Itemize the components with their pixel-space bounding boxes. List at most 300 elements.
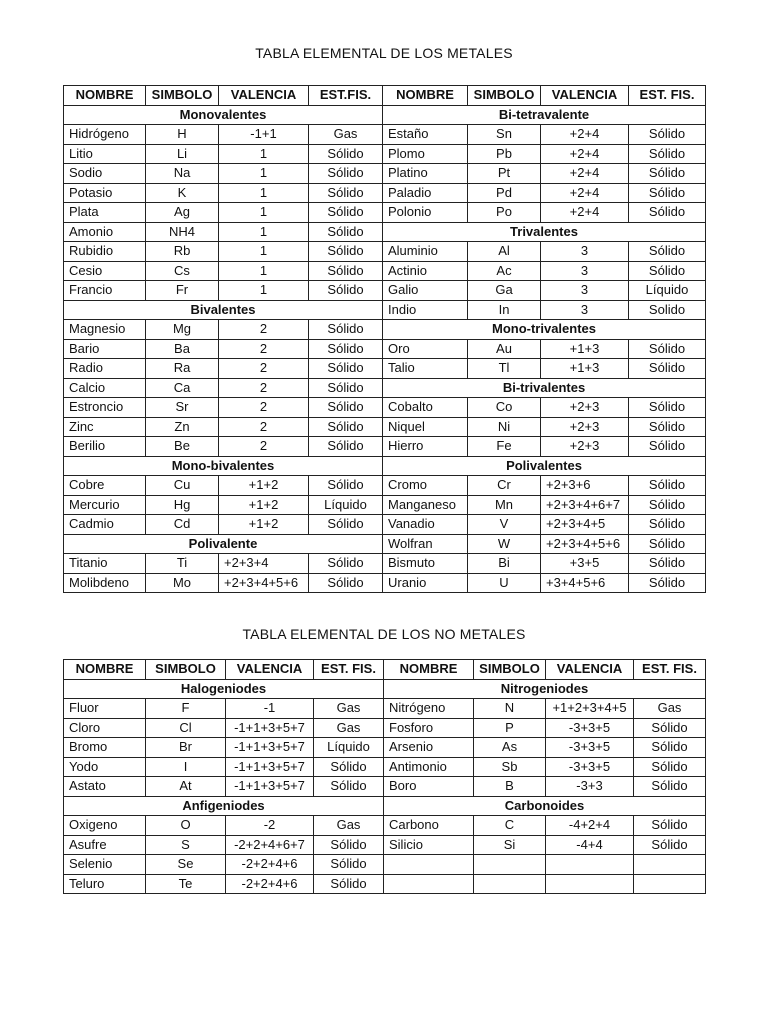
table-row [64, 164, 706, 184]
cell-valence: -3+3+5 [546, 757, 634, 777]
column-header-valence: VALENCIA [546, 660, 634, 680]
cell-state: Sólido [309, 398, 383, 418]
table-row [64, 125, 706, 145]
cell-valence: -4+4 [546, 835, 634, 855]
cell-name: Hidrógeno [64, 125, 146, 145]
cell-valence: +2+3+4+5+6 [219, 573, 309, 593]
cell-valence: 1 [219, 183, 309, 203]
cell-state: Sólido [314, 777, 384, 797]
cell-state: Líquido [309, 495, 383, 515]
header-row [64, 660, 706, 680]
cell-symbol: Si [474, 835, 546, 855]
cell-state: Líquido [314, 738, 384, 758]
cell-valence: +2+3 [541, 417, 629, 437]
cell-valence: -1 [226, 699, 314, 719]
cell-state: Sólido [629, 339, 706, 359]
cell-symbol: Te [146, 874, 226, 894]
cell-name: Molibdeno [64, 573, 146, 593]
metals-title: TABLA ELEMENTAL DE LOS METALES [255, 45, 513, 61]
table-row [64, 777, 706, 797]
cell-name: Galio [383, 281, 468, 301]
column-header-name: NOMBRE [383, 86, 468, 106]
cell-state: Solido [629, 300, 706, 320]
cell-state: Sólido [309, 339, 383, 359]
column-header-name: NOMBRE [384, 660, 474, 680]
cell-symbol: N [474, 699, 546, 719]
table-row [64, 203, 706, 223]
table-row [64, 835, 706, 855]
cell-valence: -2+2+4+6 [226, 874, 314, 894]
cell-symbol: Cu [146, 476, 219, 496]
cell-valence: +2+3+6 [541, 476, 629, 496]
cell-valence: -2+2+4+6+7 [226, 835, 314, 855]
table-row [64, 378, 706, 398]
table-row [64, 222, 706, 242]
cell-name: Niquel [383, 417, 468, 437]
table-row [64, 816, 706, 836]
cell-symbol: S [146, 835, 226, 855]
cell-name: Cobalto [383, 398, 468, 418]
cell-symbol: B [474, 777, 546, 797]
cell-valence: -3+3+5 [546, 738, 634, 758]
cell-valence: 2 [219, 378, 309, 398]
cell-symbol: Ba [146, 339, 219, 359]
cell-valence: +3+5 [541, 554, 629, 574]
cell-symbol: Ac [468, 261, 541, 281]
table-row [64, 437, 706, 457]
table-row [64, 738, 706, 758]
cell-name: Oxigeno [64, 816, 146, 836]
table-row [64, 339, 706, 359]
table-row [64, 554, 706, 574]
cell-valence: +1+2 [219, 495, 309, 515]
cell-symbol: Sr [146, 398, 219, 418]
table-row [64, 242, 706, 262]
cell-name: Bromo [64, 738, 146, 758]
cell-symbol: Ag [146, 203, 219, 223]
column-header-valence: VALENCIA [219, 86, 309, 106]
cell-valence: +1+3 [541, 339, 629, 359]
cell-symbol: Ca [146, 378, 219, 398]
cell-state [634, 874, 706, 894]
column-header-valence: VALENCIA [226, 660, 314, 680]
cell-symbol: Co [468, 398, 541, 418]
cell-state: Sólido [309, 320, 383, 340]
cell-name: Actinio [383, 261, 468, 281]
cell-state: Sólido [309, 573, 383, 593]
cell-valence: -4+2+4 [546, 816, 634, 836]
cell-state: Sólido [629, 495, 706, 515]
group-heading: Monovalentes [64, 105, 383, 125]
cell-symbol: Cr [468, 476, 541, 496]
cell-name: Potasio [64, 183, 146, 203]
cell-name: Francio [64, 281, 146, 301]
cell-valence: 3 [541, 261, 629, 281]
cell-name: Carbono [384, 816, 474, 836]
table-row [64, 105, 706, 125]
cell-symbol: Se [146, 855, 226, 875]
column-header-name: NOMBRE [64, 86, 146, 106]
cell-state: Líquido [629, 281, 706, 301]
cell-name: Silicio [384, 835, 474, 855]
table-row [64, 476, 706, 496]
cell-name: Vanadio [383, 515, 468, 535]
cell-valence: -1+1+3+5+7 [226, 777, 314, 797]
cell-valence: +3+4+5+6 [541, 573, 629, 593]
cell-valence: -3+3 [546, 777, 634, 797]
cell-symbol: Mg [146, 320, 219, 340]
cell-state: Sólido [309, 554, 383, 574]
cell-symbol: Cs [146, 261, 219, 281]
cell-valence: +1+2+3+4+5 [546, 699, 634, 719]
header-row [64, 86, 706, 106]
cell-valence: -1+1 [219, 125, 309, 145]
cell-symbol: K [146, 183, 219, 203]
group-heading: Nitrogeniodes [384, 679, 706, 699]
cell-state: Sólido [634, 757, 706, 777]
cell-valence: +2+3 [541, 398, 629, 418]
cell-state: Sólido [629, 515, 706, 535]
cell-state: Sólido [629, 573, 706, 593]
table-row [64, 679, 706, 699]
cell-valence: +2+4 [541, 183, 629, 203]
nonmetals-title: TABLA ELEMENTAL DE LOS NO METALES [242, 626, 526, 642]
column-header-state: EST. FIS. [314, 660, 384, 680]
cell-state: Sólido [629, 183, 706, 203]
cell-state: Sólido [314, 874, 384, 894]
cell-valence: -3+3+5 [546, 718, 634, 738]
table-row [64, 534, 706, 554]
cell-name: Uranio [383, 573, 468, 593]
group-heading: Bi-tetravalente [383, 105, 706, 125]
table-row [64, 874, 706, 894]
cell-symbol: Fe [468, 437, 541, 457]
table-row [64, 718, 706, 738]
cell-valence: +2+4 [541, 144, 629, 164]
cell-name: Paladio [383, 183, 468, 203]
cell-name: Talio [383, 359, 468, 379]
cell-state: Sólido [629, 534, 706, 554]
cell-state: Gas [314, 816, 384, 836]
cell-state: Sólido [309, 203, 383, 223]
column-header-state: EST. FIS. [629, 86, 706, 106]
group-heading: Bi-trivalentes [383, 378, 706, 398]
cell-state: Sólido [309, 476, 383, 496]
column-header-state: EST.FIS. [309, 86, 383, 106]
cell-symbol: I [146, 757, 226, 777]
cell-name: Rubidio [64, 242, 146, 262]
cell-symbol: Ti [146, 554, 219, 574]
cell-symbol: Sb [474, 757, 546, 777]
cell-state: Sólido [309, 242, 383, 262]
cell-valence: 3 [541, 281, 629, 301]
cell-symbol: Mo [146, 573, 219, 593]
cell-state: Sólido [629, 417, 706, 437]
table-row [64, 456, 706, 476]
cell-valence: 1 [219, 222, 309, 242]
cell-symbol: C [474, 816, 546, 836]
cell-name: Yodo [64, 757, 146, 777]
cell-name: Fosforo [384, 718, 474, 738]
cell-state: Sólido [629, 554, 706, 574]
cell-state: Gas [314, 699, 384, 719]
cell-state [634, 855, 706, 875]
cell-name: Polonio [383, 203, 468, 223]
cell-symbol: NH4 [146, 222, 219, 242]
cell-name: Selenio [64, 855, 146, 875]
cell-name: Bismuto [383, 554, 468, 574]
group-heading: Polivalentes [383, 456, 706, 476]
cell-state: Gas [309, 125, 383, 145]
cell-name: Arsenio [384, 738, 474, 758]
table-row [64, 495, 706, 515]
nonmetals-table [63, 659, 706, 894]
table-row [64, 796, 706, 816]
cell-name: Aluminio [383, 242, 468, 262]
cell-name: Asufre [64, 835, 146, 855]
column-header-symbol: SIMBOLO [468, 86, 541, 106]
cell-name: Nitrógeno [384, 699, 474, 719]
cell-name: Magnesio [64, 320, 146, 340]
cell-valence: 3 [541, 242, 629, 262]
cell-name: Wolfran [383, 534, 468, 554]
cell-valence: 2 [219, 339, 309, 359]
cell-name: Antimonio [384, 757, 474, 777]
cell-state: Sólido [629, 144, 706, 164]
cell-valence: -1+1+3+5+7 [226, 757, 314, 777]
cell-symbol: At [146, 777, 226, 797]
group-heading: Trivalentes [383, 222, 706, 242]
column-header-symbol: SIMBOLO [474, 660, 546, 680]
cell-name: Titanio [64, 554, 146, 574]
cell-valence: 2 [219, 398, 309, 418]
table-row [64, 261, 706, 281]
cell-name: Bario [64, 339, 146, 359]
cell-state: Gas [634, 699, 706, 719]
cell-symbol: Mn [468, 495, 541, 515]
group-heading: Mono-bivalentes [64, 456, 383, 476]
cell-valence: 3 [541, 300, 629, 320]
cell-valence: 2 [219, 437, 309, 457]
cell-name: Oro [383, 339, 468, 359]
table-row [64, 515, 706, 535]
cell-name [384, 874, 474, 894]
cell-name: Hierro [383, 437, 468, 457]
cell-symbol: Cd [146, 515, 219, 535]
metals-table [63, 85, 706, 593]
table-row [64, 757, 706, 777]
cell-symbol: As [474, 738, 546, 758]
table-row [64, 855, 706, 875]
cell-symbol: Rb [146, 242, 219, 262]
cell-state: Sólido [309, 378, 383, 398]
table-row [64, 573, 706, 593]
group-heading: Carbonoides [384, 796, 706, 816]
cell-name: Litio [64, 144, 146, 164]
cell-state: Sólido [309, 261, 383, 281]
cell-state: Sólido [314, 835, 384, 855]
cell-symbol: Ra [146, 359, 219, 379]
cell-state: Sólido [629, 203, 706, 223]
cell-name [384, 855, 474, 875]
cell-name: Plomo [383, 144, 468, 164]
cell-name: Manganeso [383, 495, 468, 515]
cell-valence: +2+3+4+5+6 [541, 534, 629, 554]
cell-valence: +2+3+4+5 [541, 515, 629, 535]
cell-state: Sólido [309, 417, 383, 437]
cell-name: Platino [383, 164, 468, 184]
cell-state: Sólido [634, 718, 706, 738]
cell-valence: +2+4 [541, 164, 629, 184]
cell-symbol: Au [468, 339, 541, 359]
table-row [64, 281, 706, 301]
cell-state: Sólido [634, 738, 706, 758]
cell-symbol: Sn [468, 125, 541, 145]
cell-valence: 2 [219, 359, 309, 379]
cell-symbol: Be [146, 437, 219, 457]
cell-valence: 2 [219, 320, 309, 340]
cell-state: Sólido [309, 281, 383, 301]
cell-state: Sólido [309, 437, 383, 457]
cell-state: Sólido [634, 816, 706, 836]
cell-valence [546, 874, 634, 894]
cell-valence: 1 [219, 164, 309, 184]
cell-symbol: Zn [146, 417, 219, 437]
cell-name: Berilio [64, 437, 146, 457]
cell-state: Sólido [629, 398, 706, 418]
cell-name: Radio [64, 359, 146, 379]
table-row [64, 144, 706, 164]
cell-name: Cobre [64, 476, 146, 496]
cell-valence: -1+1+3+5+7 [226, 738, 314, 758]
cell-state: Sólido [314, 855, 384, 875]
cell-name: Zinc [64, 417, 146, 437]
cell-symbol: Pt [468, 164, 541, 184]
cell-state: Sólido [309, 164, 383, 184]
cell-symbol: Na [146, 164, 219, 184]
cell-state: Sólido [309, 515, 383, 535]
cell-state: Sólido [634, 777, 706, 797]
cell-name: Indio [383, 300, 468, 320]
cell-symbol: F [146, 699, 226, 719]
cell-symbol: Ni [468, 417, 541, 437]
cell-symbol: W [468, 534, 541, 554]
table-row [64, 398, 706, 418]
cell-state: Sólido [309, 222, 383, 242]
cell-valence: 1 [219, 203, 309, 223]
cell-name: Fluor [64, 699, 146, 719]
cell-symbol: Tl [468, 359, 541, 379]
cell-state: Sólido [629, 437, 706, 457]
cell-valence: -2 [226, 816, 314, 836]
cell-name: Calcio [64, 378, 146, 398]
cell-name: Sodio [64, 164, 146, 184]
cell-valence: -1+1+3+5+7 [226, 718, 314, 738]
cell-name: Amonio [64, 222, 146, 242]
cell-name: Cromo [383, 476, 468, 496]
cell-state: Sólido [634, 835, 706, 855]
cell-name: Estaño [383, 125, 468, 145]
cell-state: Sólido [629, 476, 706, 496]
cell-valence: +1+2 [219, 476, 309, 496]
column-header-symbol: SIMBOLO [146, 86, 219, 106]
cell-name: Estroncio [64, 398, 146, 418]
cell-valence: +2+4 [541, 203, 629, 223]
cell-valence [546, 855, 634, 875]
group-heading: Halogeniodes [64, 679, 384, 699]
cell-valence: +2+3 [541, 437, 629, 457]
cell-valence: 1 [219, 261, 309, 281]
cell-valence: +2+3+4+6+7 [541, 495, 629, 515]
cell-name: Astato [64, 777, 146, 797]
cell-symbol: Po [468, 203, 541, 223]
cell-valence: +1+2 [219, 515, 309, 535]
cell-name: Teluro [64, 874, 146, 894]
cell-symbol: P [474, 718, 546, 738]
cell-valence: +1+3 [541, 359, 629, 379]
cell-state: Sólido [629, 359, 706, 379]
cell-state: Sólido [309, 144, 383, 164]
cell-valence: 1 [219, 144, 309, 164]
cell-state: Sólido [629, 261, 706, 281]
cell-state: Sólido [629, 164, 706, 184]
cell-state: Sólido [629, 242, 706, 262]
group-heading: Bivalentes [64, 300, 383, 320]
cell-symbol: In [468, 300, 541, 320]
cell-symbol: Hg [146, 495, 219, 515]
cell-state: Sólido [629, 125, 706, 145]
cell-state: Sólido [309, 183, 383, 203]
column-header-valence: VALENCIA [541, 86, 629, 106]
cell-valence: -2+2+4+6 [226, 855, 314, 875]
group-heading: Polivalente [64, 534, 383, 554]
cell-symbol: Pd [468, 183, 541, 203]
table-row [64, 699, 706, 719]
cell-symbol: Fr [146, 281, 219, 301]
cell-symbol: H [146, 125, 219, 145]
cell-state: Gas [314, 718, 384, 738]
cell-name: Cesio [64, 261, 146, 281]
group-heading: Anfigeniodes [64, 796, 384, 816]
cell-symbol: U [468, 573, 541, 593]
cell-symbol: Bi [468, 554, 541, 574]
cell-symbol: Br [146, 738, 226, 758]
cell-valence: 1 [219, 281, 309, 301]
cell-valence: +2+4 [541, 125, 629, 145]
cell-symbol: Li [146, 144, 219, 164]
cell-valence: 1 [219, 242, 309, 262]
cell-symbol: Ga [468, 281, 541, 301]
cell-valence: +2+3+4 [219, 554, 309, 574]
table-row [64, 320, 706, 340]
cell-name: Cloro [64, 718, 146, 738]
cell-symbol: Cl [146, 718, 226, 738]
cell-symbol: V [468, 515, 541, 535]
column-header-symbol: SIMBOLO [146, 660, 226, 680]
table-row [64, 300, 706, 320]
cell-valence: 2 [219, 417, 309, 437]
cell-symbol [474, 874, 546, 894]
cell-name: Plata [64, 203, 146, 223]
cell-name: Boro [384, 777, 474, 797]
cell-state: Sólido [314, 757, 384, 777]
cell-symbol: Pb [468, 144, 541, 164]
cell-symbol: O [146, 816, 226, 836]
column-header-state: EST. FIS. [634, 660, 706, 680]
group-heading: Mono-trivalentes [383, 320, 706, 340]
cell-name: Mercurio [64, 495, 146, 515]
cell-symbol [474, 855, 546, 875]
